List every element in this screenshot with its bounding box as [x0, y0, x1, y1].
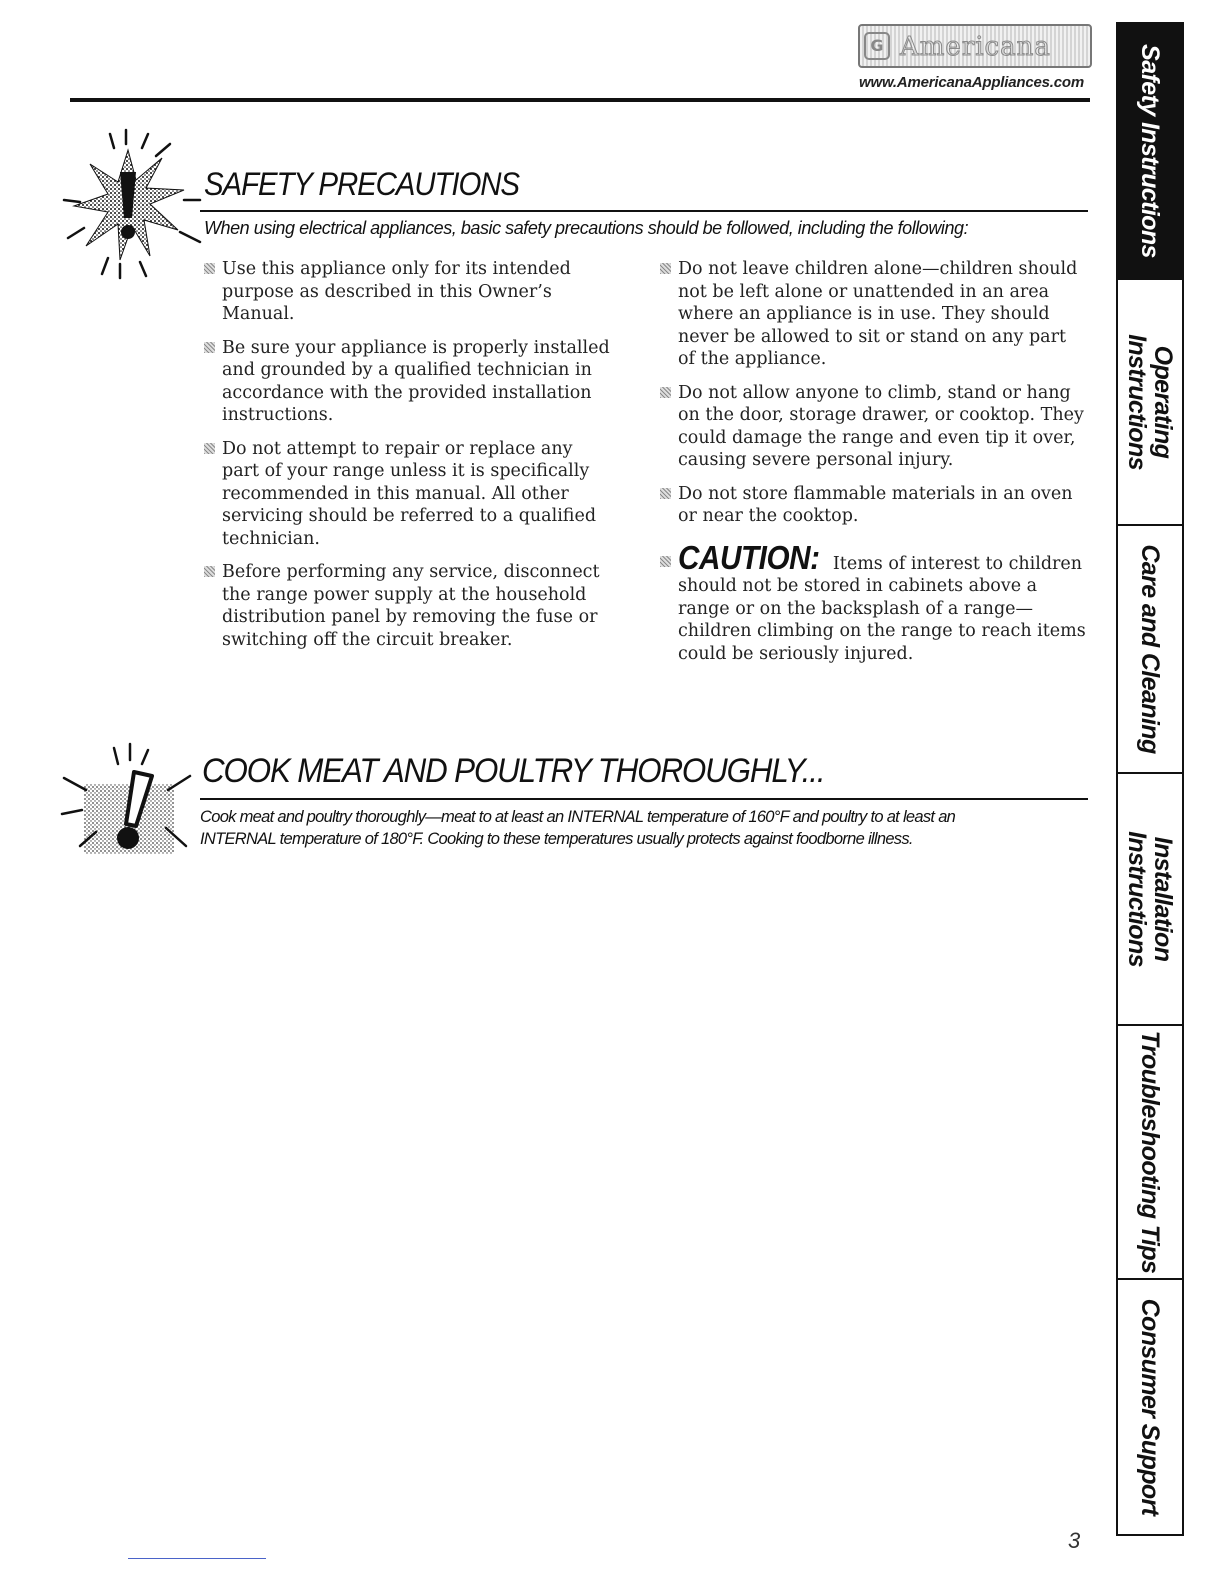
list-item-text: Do not store flammable materials in an oven or near the cooktop.: [678, 483, 1073, 526]
bullet-icon: [204, 443, 215, 454]
bullet-icon: [204, 342, 215, 353]
bullet-icon: [204, 263, 215, 274]
section-title-meat: COOK MEAT AND POULTRY THOROUGHLY...: [202, 752, 825, 790]
section-rule-meat: [200, 798, 1088, 800]
tab-operating-instructions[interactable]: [1118, 280, 1182, 526]
list-item-text: Use this appliance only for its intended purpose as described in this Owner’s Manual.: [222, 259, 571, 324]
list-item: [202, 438, 612, 551]
tab-label: Installation Instructions: [1123, 831, 1177, 967]
header-rule: [70, 98, 1090, 102]
page-number: 3: [1068, 1528, 1081, 1553]
list-item-text: Before performing any service, disconnect the range power supply at the household distribution panel by removing the fuse or switching off the circuit breaker.: [222, 562, 600, 650]
bullet-icon: [660, 263, 671, 274]
website-url[interactable]: www.AmericanaAppliances.com: [859, 74, 1084, 91]
caution-item: [658, 538, 1088, 666]
list-item: [202, 561, 612, 651]
meat-text-line-1: Cook meat and poultry thoroughly—meat to at least an INTERNAL temperature of 160°F and poultry to at least an: [200, 808, 956, 826]
caution-text: Items of interest to children should not be stored in cabinets above a range or on the backsplash of a range—children climbing on the range to reach items could be seriously injured.: [678, 553, 1086, 664]
burst-warning-icon: [50, 128, 206, 280]
list-item-text: Be sure your appliance is properly installed and grounded by a qualified technician in accordance with the provided installation instructions.: [222, 337, 610, 425]
list-item: [202, 337, 612, 427]
bullet-icon: [204, 566, 215, 577]
section-tabs: [1116, 22, 1184, 1536]
thermometer-warning-icon: [56, 742, 192, 858]
safety-list-right: [658, 258, 1088, 676]
tab-troubleshooting-tips[interactable]: [1118, 1026, 1182, 1280]
list-item-text: Do not allow anyone to climb, stand or hang on the door, storage drawer, or cooktop. They could damage the range and even tip it over, causing severe personal injury.: [678, 382, 1084, 470]
list-item: [658, 258, 1088, 371]
tab-installation-instructions[interactable]: [1118, 774, 1182, 1026]
tab-label: Consumer Support: [1136, 1298, 1164, 1516]
caution-label: CAUTION:: [678, 538, 820, 576]
tab-label: Safety Instructions: [1136, 44, 1164, 258]
section-title-safety: SAFETY PRECAUTIONS: [204, 166, 519, 202]
meat-text-line-2: INTERNAL temperature of 180°F. Cooking to these temperatures usually protects against foodborne illness.: [200, 830, 913, 848]
tab-consumer-support[interactable]: [1118, 1280, 1182, 1534]
bullet-icon: [660, 488, 671, 499]
footer-line: [128, 1558, 266, 1559]
tab-care-and-cleaning[interactable]: [1118, 526, 1182, 774]
section-subtitle-safety: When using electrical appliances, basic safety precautions should be followed, including the following:: [204, 218, 969, 238]
list-item: [658, 382, 1088, 472]
tab-label: Care and Cleaning: [1136, 544, 1164, 754]
bullet-icon: [660, 556, 671, 567]
list-item: [658, 483, 1088, 528]
tab-label: Operating Instructions: [1123, 334, 1177, 470]
list-item-text: Do not attempt to repair or replace any part of your range unless it is specifically recommended in this manual. All other servicing should be referred to a qualified technician.: [222, 438, 597, 549]
list-item-text: Do not leave children alone—children should not be left alone or unattended in an area where an appliance is in use. They should never be allowed to sit or stand on any part of the appliance.: [678, 259, 1078, 369]
bullet-icon: [660, 387, 671, 398]
section-rule-safety: [200, 210, 1088, 212]
tab-label: Troubleshooting Tips: [1136, 1030, 1164, 1274]
safety-list-left: [202, 258, 612, 662]
logo-wordmark: Americana: [900, 32, 1051, 62]
logo-mark: G: [864, 32, 890, 60]
list-item: [202, 258, 612, 326]
tab-safety-instructions[interactable]: [1118, 24, 1182, 280]
americana-logo: [858, 24, 1092, 68]
